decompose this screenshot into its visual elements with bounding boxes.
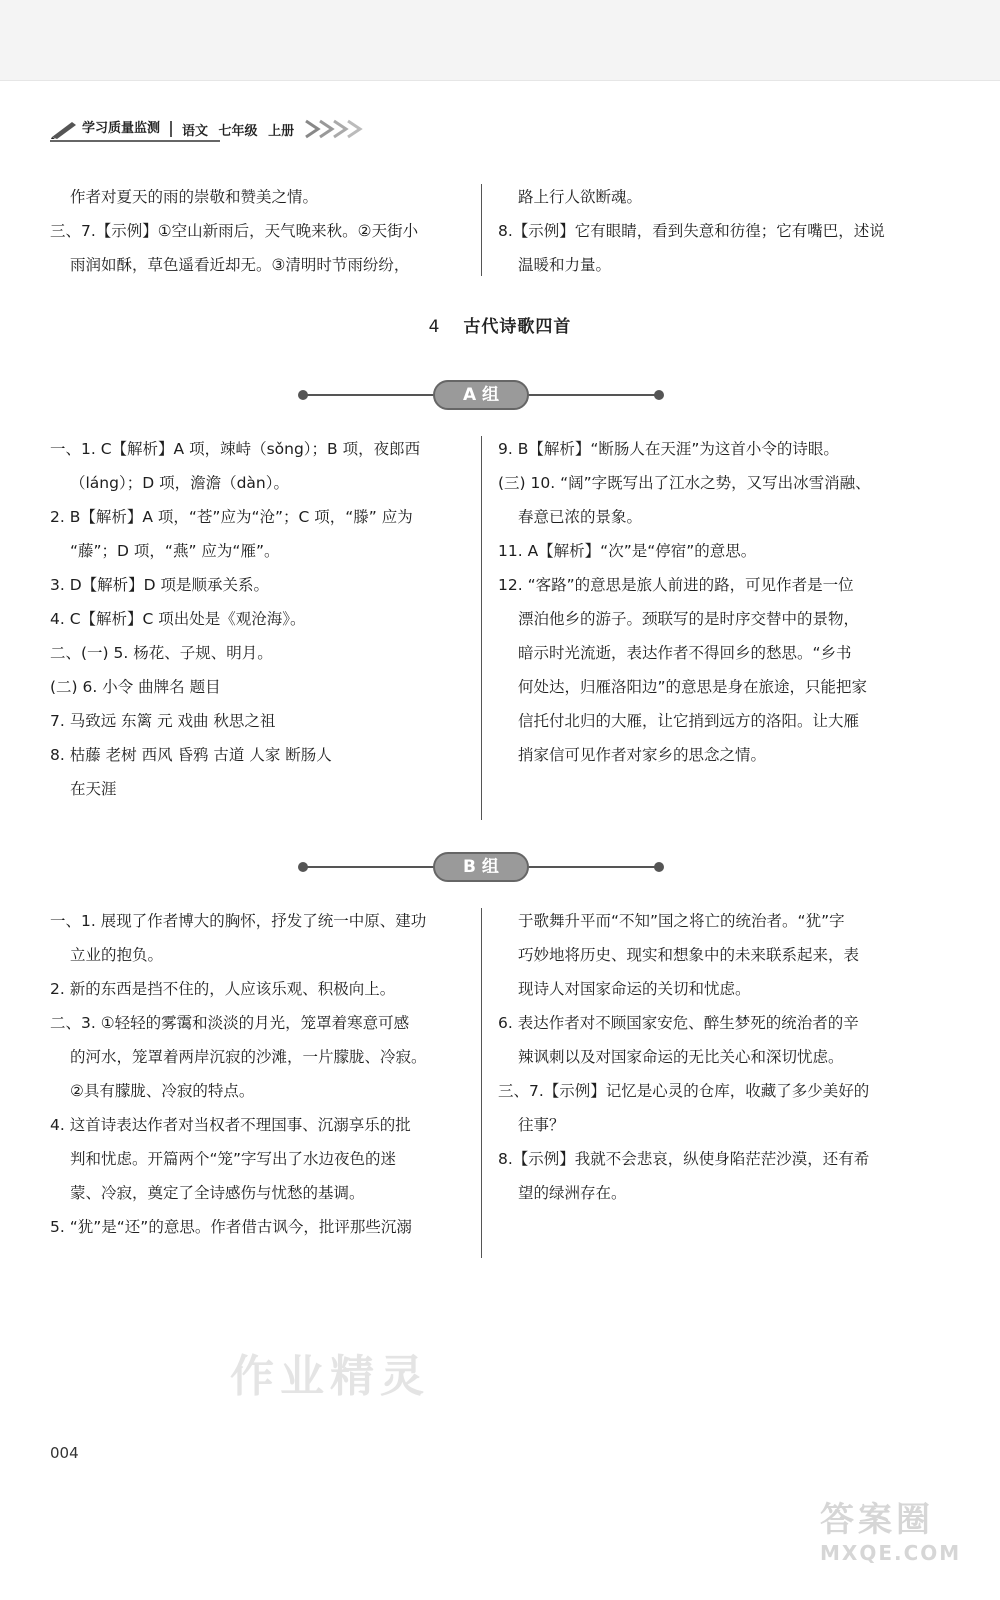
answer-line: 漂泊他乡的游子。颈联写的是时序交替中的景物， xyxy=(518,610,860,628)
answer-line: 雨润如酥，草色遥看近却无。③清明时节雨纷纷， xyxy=(70,256,410,274)
group-b-right-column xyxy=(498,904,918,1210)
answer-line: （láng）；D 项，澹澹（dàn）。 xyxy=(70,474,289,492)
answer-line: 4. 这首诗表达作者对当权者不理国事、沉溺享乐的批 xyxy=(50,1116,411,1134)
answer-line: 三、7.【示例】记忆是心灵的仓库，收藏了多少美好的 xyxy=(498,1082,870,1100)
answer-line: 现诗人对国家命运的关切和忧虑。 xyxy=(518,980,751,998)
header-subject: 语文 七年级 上册 xyxy=(182,123,295,139)
answer-line: 9. B【解析】“断肠人在天涯”为这首小令的诗眼。 xyxy=(498,440,839,458)
column-divider xyxy=(481,184,482,276)
page-number: 004 xyxy=(50,1444,79,1462)
answer-line: 3. D【解析】D 项是顺承关系。 xyxy=(50,576,270,594)
answer-line: 判和忧虑。开篇两个“笼”字写出了水边夜色的迷 xyxy=(70,1150,397,1168)
group-a-left-column xyxy=(50,432,470,806)
top-right-column xyxy=(498,180,918,282)
answer-line: 2. B【解析】A 项，“苍”应为“沧”；C 项，“滕” 应为 xyxy=(50,508,413,526)
answer-line: 二、3. ①轻轻的雾霭和淡淡的月光，笼罩着寒意可感 xyxy=(50,1014,410,1032)
answer-line: ②具有朦胧、冷寂的特点。 xyxy=(70,1082,255,1100)
answer-line: 捎家信可见作者对家乡的思念之情。 xyxy=(518,746,767,764)
answer-line: 12. “客路”的意思是旅人前进的路，可见作者是一位 xyxy=(498,576,854,594)
pen-icon xyxy=(50,119,78,139)
column-divider xyxy=(481,436,482,820)
answer-line: 信托付北归的大雁，让它捎到远方的洛阳。让大雁 xyxy=(518,712,860,730)
answer-line: 路上行人欲断魂。 xyxy=(518,188,643,206)
chevrons-right-icon xyxy=(304,119,374,139)
answer-line: 一、1. 展现了作者博大的胸怀，抒发了统一中原、建功 xyxy=(50,912,427,930)
answer-line: 6. 表达作者对不顾国家安危、醉生梦死的统治者的辛 xyxy=(498,1014,859,1032)
group-b-label: B 组 xyxy=(433,852,529,882)
group-b-bar xyxy=(298,856,664,878)
answer-line: 立业的抱负。 xyxy=(70,946,164,964)
answer-line: 8. 枯藤 老树 西风 昏鸦 古道 人家 断肠人 xyxy=(50,746,332,764)
answer-line: 5. “犹”是“还”的意思。作者借古讽今，批评那些沉溺 xyxy=(50,1218,412,1236)
section-title-text: 古代诗歌四首 xyxy=(463,317,572,337)
answer-line: 4. C【解析】C 项出处是《观沧海》。 xyxy=(50,610,306,628)
answer-line: 往事？ xyxy=(518,1116,565,1134)
answer-line: 春意已浓的景象。 xyxy=(518,508,643,526)
answer-line: 作者对夏天的雨的崇敬和赞美之情。 xyxy=(70,188,319,206)
running-header xyxy=(50,118,374,140)
answer-line: “藤”；D 项，“燕” 应为“雁”。 xyxy=(70,542,280,560)
answer-line: 2. 新的东西是挡不住的，人应该乐观、积极向上。 xyxy=(50,980,396,998)
answer-line: (三) 10. “阔”字既写出了江水之势，又写出冰雪消融、 xyxy=(498,474,871,492)
group-a-label: A 组 xyxy=(433,380,529,410)
answer-line: 辣讽刺以及对国家命运的无比关心和深切忧虑。 xyxy=(518,1048,844,1066)
answer-line: 的河水，笼罩着两岸沉寂的沙滩，一片朦胧、冷寂。 xyxy=(70,1048,427,1066)
corner-watermark: 答案圈 MXQE.COM xyxy=(820,1500,962,1565)
answer-line: 温暖和力量。 xyxy=(518,256,612,274)
answer-line: 二、(一) 5. 杨花、子规、明月。 xyxy=(50,644,273,662)
group-a-bar xyxy=(298,384,664,406)
column-divider xyxy=(481,908,482,1258)
answer-line: 8.【示例】它有眼睛，看到失意和彷徨；它有嘴巴，述说 xyxy=(498,222,885,240)
answer-line: 在天涯 xyxy=(70,780,117,798)
answer-line: 何处达，归雁洛阳边”的意思是身在旅途，只能把家 xyxy=(518,678,868,696)
header-rule xyxy=(50,140,220,142)
section-title xyxy=(0,312,1000,337)
answer-line: 蒙、冷寂，奠定了全诗感伤与忧愁的基调。 xyxy=(70,1184,365,1202)
answer-line: 巧妙地将历史、现实和想象中的未来联系起来，表 xyxy=(518,946,860,964)
answer-line: (二) 6. 小令 曲牌名 题目 xyxy=(50,678,221,696)
answer-line: 7. 马致远 东篱 元 戏曲 秋思之祖 xyxy=(50,712,276,730)
answer-line: 一、1. C【解析】A 项，竦峙（sǒng）；B 项，夜郎西 xyxy=(50,440,421,458)
answer-line: 暗示时光流逝，表达作者不得回乡的愁思。“乡书 xyxy=(518,644,852,662)
watermark-logo: 作业精灵 xyxy=(230,1351,430,1402)
header-brand: 学习质量监测 xyxy=(78,121,172,137)
answer-line: 望的绿洲存在。 xyxy=(518,1184,627,1202)
answer-line: 于歌舞升平而“不知”国之将亡的统治者。“犹”字 xyxy=(518,912,845,930)
group-b-left-column xyxy=(50,904,470,1244)
answer-line: 8.【示例】我就不会悲哀，纵使身陷茫茫沙漠，还有希 xyxy=(498,1150,870,1168)
group-a-right-column xyxy=(498,432,918,772)
answer-line: 11. A【解析】“次”是“停宿”的意思。 xyxy=(498,542,757,560)
section-number: 4 xyxy=(428,317,441,337)
page-top-band xyxy=(0,0,1000,81)
answer-line: 三、7.【示例】①空山新雨后，天气晚来秋。②天街小 xyxy=(50,222,419,240)
top-left-column xyxy=(50,180,470,282)
